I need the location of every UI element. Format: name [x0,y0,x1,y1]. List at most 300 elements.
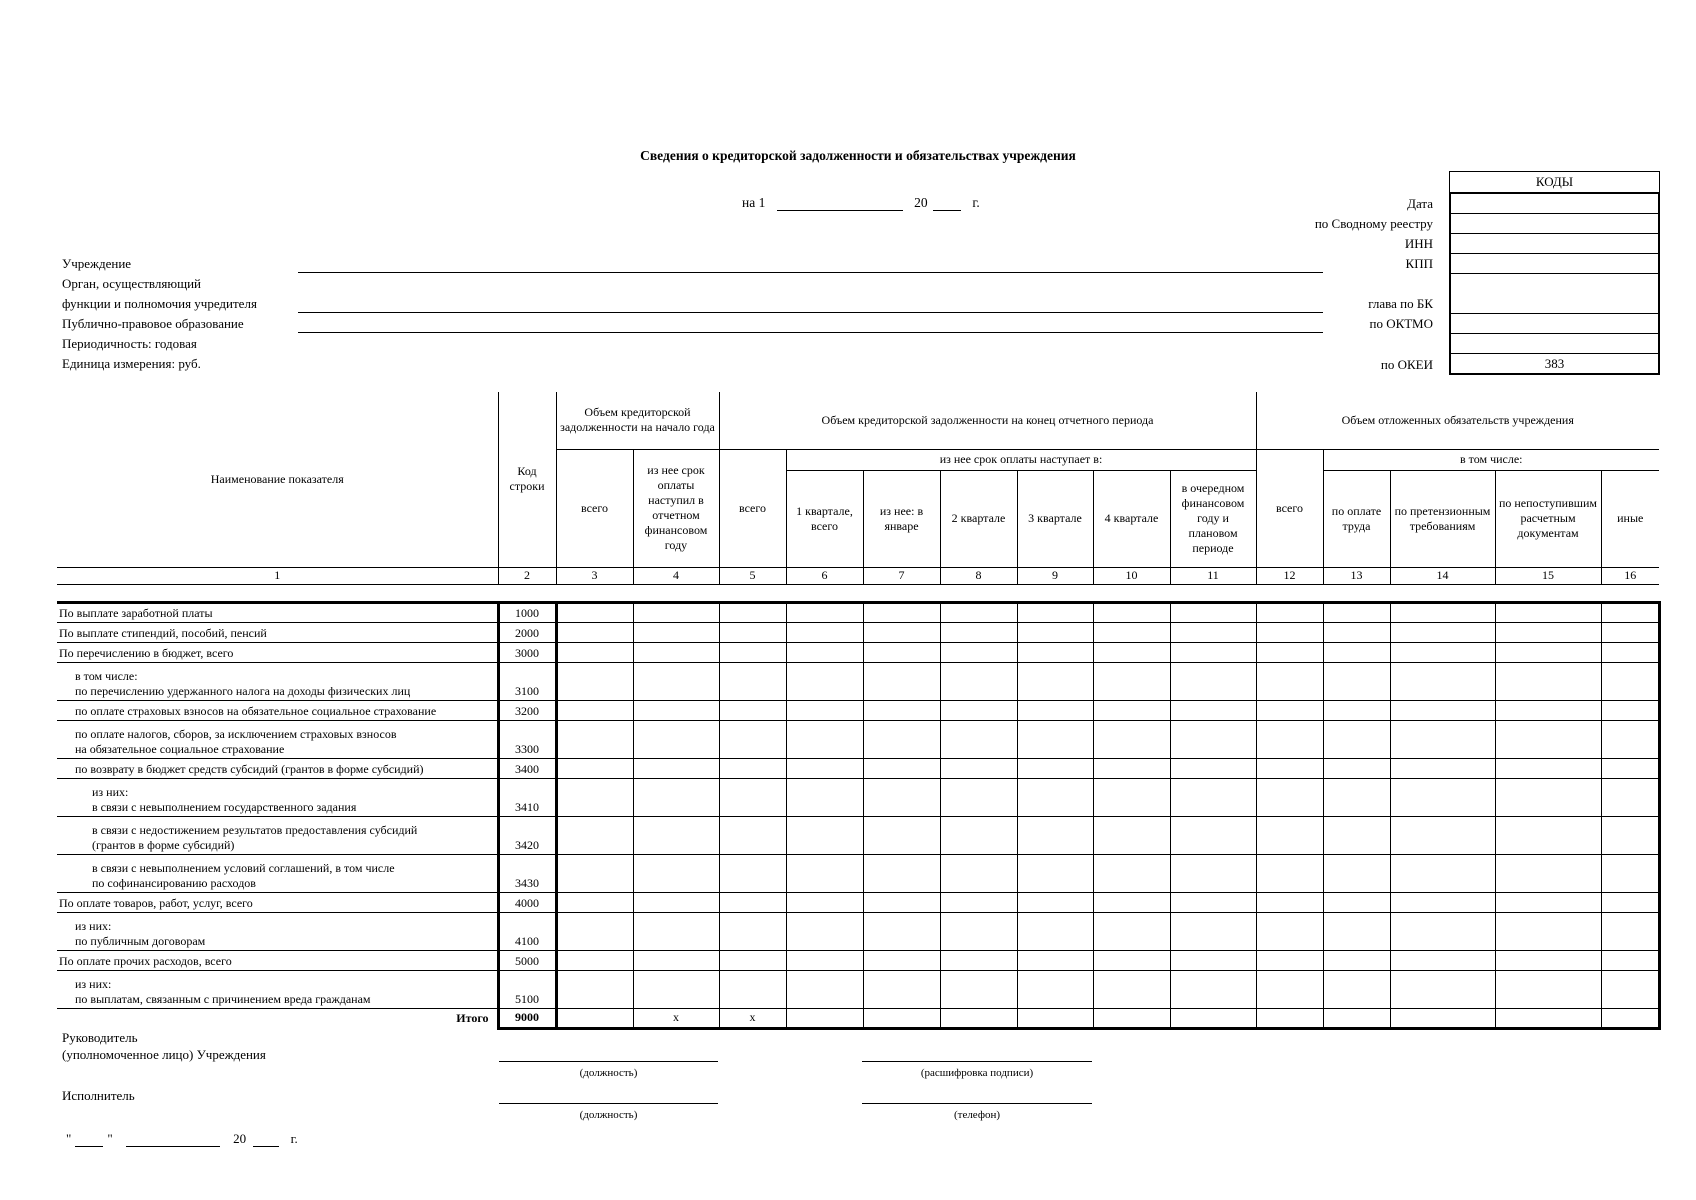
value-cell-col-12[interactable] [1256,642,1323,662]
total-cell-col-3[interactable] [556,1008,633,1028]
spacer-row [57,584,1659,602]
value-cell-col-11[interactable] [1170,778,1256,816]
value-cell-col-15[interactable] [1495,662,1601,700]
code-registry-cell[interactable] [1451,214,1658,234]
col-code-header: Код строки [498,392,556,567]
value-cell-col-3[interactable] [556,720,633,758]
value-cell-col-16[interactable] [1601,642,1659,662]
row-code: 2000 [498,622,556,642]
value-cell-col-10[interactable] [1093,970,1170,1008]
value-cell-col-14[interactable] [1390,700,1495,720]
value-cell-col-9[interactable] [1017,778,1093,816]
value-cell-col-16[interactable] [1601,816,1659,854]
signature-year-field[interactable] [253,1133,279,1147]
value-cell-col-15[interactable] [1495,720,1601,758]
value-cell-col-10[interactable] [1093,622,1170,642]
col-6-header: 1 квартале, всего [786,470,863,567]
code-bk-cell[interactable] [1451,274,1658,314]
incl-subheader: в том числе: [1323,449,1659,470]
value-cell-col-13[interactable] [1323,720,1390,758]
value-cell-col-5[interactable] [719,662,786,700]
value-cell-col-9[interactable] [1017,642,1093,662]
value-cell-col-6[interactable] [786,778,863,816]
value-cell-col-15[interactable] [1495,700,1601,720]
value-cell-col-6[interactable] [786,912,863,950]
row-name: По оплате товаров, работ, услуг, всего [57,892,498,912]
total-code: 9000 [498,1008,556,1028]
value-cell-col-6[interactable] [786,622,863,642]
value-cell-col-7[interactable] [863,854,940,892]
codes-block [1449,171,1660,375]
value-cell-col-3[interactable] [556,778,633,816]
value-cell-col-13[interactable] [1323,778,1390,816]
value-cell-col-11[interactable] [1170,816,1256,854]
value-cell-col-14[interactable] [1390,720,1495,758]
value-cell-col-9[interactable] [1017,816,1093,854]
value-cell-col-15[interactable] [1495,758,1601,778]
value-cell-col-8[interactable] [940,950,1017,970]
value-cell-col-13[interactable] [1323,622,1390,642]
value-cell-col-10[interactable] [1093,950,1170,970]
col-5-header: всего [719,449,786,567]
value-cell-col-16[interactable] [1601,602,1659,622]
value-cell-col-4[interactable] [633,758,719,778]
payables-table [57,392,1661,1030]
value-cell-col-5[interactable] [719,778,786,816]
value-cell-col-8[interactable] [940,622,1017,642]
value-cell-col-11[interactable] [1170,662,1256,700]
value-cell-col-4[interactable] [633,720,719,758]
value-cell-col-14[interactable] [1390,950,1495,970]
row-code: 1000 [498,602,556,622]
value-cell-col-14[interactable] [1390,642,1495,662]
organ-field[interactable] [298,312,1323,313]
value-cell-col-12[interactable] [1256,854,1323,892]
value-cell-col-14[interactable] [1390,622,1495,642]
value-cell-col-6[interactable] [786,758,863,778]
value-cell-col-3[interactable] [556,892,633,912]
value-cell-col-16[interactable] [1601,970,1659,1008]
value-cell-col-10[interactable] [1093,854,1170,892]
value-cell-col-6[interactable] [786,854,863,892]
value-cell-col-16[interactable] [1601,700,1659,720]
value-cell-col-15[interactable] [1495,816,1601,854]
value-cell-col-14[interactable] [1390,602,1495,622]
value-cell-col-7[interactable] [863,720,940,758]
value-cell-col-6[interactable] [786,950,863,970]
value-cell-col-10[interactable] [1093,758,1170,778]
value-cell-col-16[interactable] [1601,778,1659,816]
value-cell-col-3[interactable] [556,970,633,1008]
value-cell-col-11[interactable] [1170,602,1256,622]
value-cell-col-3[interactable] [556,642,633,662]
value-cell-col-8[interactable] [940,970,1017,1008]
value-cell-col-4[interactable] [633,700,719,720]
table-row [57,854,1659,892]
head-label-line2: (уполномоченное лицо) Учреждения [62,1047,266,1062]
value-cell-col-5[interactable] [719,892,786,912]
value-cell-col-6[interactable] [786,602,863,622]
value-cell-col-4[interactable] [633,602,719,622]
value-cell-col-11[interactable] [1170,854,1256,892]
column-number-16: 16 [1601,567,1659,584]
value-cell-col-7[interactable] [863,970,940,1008]
value-cell-col-12[interactable] [1256,662,1323,700]
value-cell-col-9[interactable] [1017,970,1093,1008]
value-cell-col-15[interactable] [1495,950,1601,970]
executor-position-field[interactable] [499,1103,718,1104]
value-cell-col-8[interactable] [940,602,1017,622]
total-cell-col-12[interactable] [1256,1008,1323,1028]
column-number-14: 14 [1390,567,1495,584]
value-cell-col-11[interactable] [1170,758,1256,778]
total-cell-col-8[interactable] [940,1008,1017,1028]
value-cell-col-4[interactable] [633,642,719,662]
head-position-caption: (должность) [579,1067,638,1079]
value-cell-col-14[interactable] [1390,758,1495,778]
row-name: по оплате налогов, сборов, за исключением страховых взносов на обязательное социальное страхование [57,720,498,758]
value-cell-col-6[interactable] [786,642,863,662]
row-code: 5100 [498,970,556,1008]
signature-date-suffix: г. [290,1131,298,1146]
value-cell-col-12[interactable] [1256,778,1323,816]
value-cell-col-9[interactable] [1017,912,1093,950]
value-cell-col-3[interactable] [556,758,633,778]
table-row [57,720,1659,758]
value-cell-col-14[interactable] [1390,970,1495,1008]
value-cell-col-9[interactable] [1017,720,1093,758]
column-number-10: 10 [1093,567,1170,584]
value-cell-col-10[interactable] [1093,602,1170,622]
institution-label: Учреждение [62,256,132,271]
value-cell-col-13[interactable] [1323,912,1390,950]
value-cell-col-13[interactable] [1323,816,1390,854]
value-cell-col-4[interactable] [633,912,719,950]
value-cell-col-12[interactable] [1256,912,1323,950]
signature-day-field[interactable] [75,1133,103,1147]
value-cell-col-5[interactable] [719,970,786,1008]
date-open-quote: " [66,1131,72,1146]
col-name-header: Наименование показателя [57,392,498,567]
value-cell-col-5[interactable] [719,720,786,758]
column-number-8: 8 [940,567,1017,584]
row-code: 3300 [498,720,556,758]
value-cell-col-10[interactable] [1093,642,1170,662]
value-cell-col-11[interactable] [1170,950,1256,970]
col-7-header: из нее: в январе [863,470,940,567]
value-cell-col-3[interactable] [556,622,633,642]
value-cell-col-16[interactable] [1601,912,1659,950]
date-prefix: на 1 [742,195,766,210]
group-start-header: Объем кредиторской задолженности на начало года [556,392,719,449]
total-cell-col-15[interactable] [1495,1008,1601,1028]
value-cell-col-9[interactable] [1017,854,1093,892]
column-number-13: 13 [1323,567,1390,584]
organ-label-line2: функции и полномочия учредителя [62,296,257,311]
value-cell-col-9[interactable] [1017,700,1093,720]
value-cell-col-4[interactable] [633,970,719,1008]
code-label-oktmo: по ОКТМО [1369,316,1433,331]
value-cell-col-4[interactable] [633,816,719,854]
value-cell-col-5[interactable] [719,912,786,950]
value-cell-col-8[interactable] [940,720,1017,758]
value-cell-col-7[interactable] [863,700,940,720]
row-name: по оплате страховых взносов на обязательное социальное страхование [57,700,498,720]
value-cell-col-11[interactable] [1170,642,1256,662]
column-number-4: 4 [633,567,719,584]
value-cell-col-16[interactable] [1601,720,1659,758]
signature-month-field[interactable] [126,1133,220,1147]
value-cell-col-9[interactable] [1017,602,1093,622]
code-label-okei: по ОКЕИ [1380,357,1433,372]
value-cell-col-8[interactable] [940,662,1017,700]
value-cell-col-15[interactable] [1495,912,1601,950]
value-cell-col-7[interactable] [863,950,940,970]
value-cell-col-15[interactable] [1495,642,1601,662]
value-cell-col-9[interactable] [1017,758,1093,778]
value-cell-col-4[interactable] [633,778,719,816]
value-cell-col-7[interactable] [863,602,940,622]
value-cell-col-9[interactable] [1017,892,1093,912]
institution-field[interactable] [298,272,1323,273]
value-cell-col-5[interactable] [719,642,786,662]
row-code: 4000 [498,892,556,912]
value-cell-col-14[interactable] [1390,854,1495,892]
total-cell-col-9[interactable] [1017,1008,1093,1028]
total-cell-col-11[interactable] [1170,1008,1256,1028]
value-cell-col-6[interactable] [786,700,863,720]
row-name: по возврату в бюджет средств субсидий (грантов в форме субсидий) [57,758,498,778]
value-cell-col-9[interactable] [1017,662,1093,700]
value-cell-col-15[interactable] [1495,854,1601,892]
value-cell-col-11[interactable] [1170,700,1256,720]
executor-phone-field[interactable] [862,1103,1092,1104]
value-cell-col-10[interactable] [1093,720,1170,758]
row-code: 3100 [498,662,556,700]
column-number-7: 7 [863,567,940,584]
total-row [57,1008,1659,1028]
row-code: 3400 [498,758,556,778]
value-cell-col-16[interactable] [1601,892,1659,912]
value-cell-col-5[interactable] [719,758,786,778]
page-title: Сведения о кредиторской задолженности и обязательствах учреждения [640,148,1076,163]
value-cell-col-12[interactable] [1256,758,1323,778]
value-cell-col-7[interactable] [863,662,940,700]
value-cell-col-10[interactable] [1093,912,1170,950]
value-cell-col-8[interactable] [940,642,1017,662]
value-cell-col-12[interactable] [1256,622,1323,642]
value-cell-col-12[interactable] [1256,950,1323,970]
signature-year-prefix: 20 [233,1131,247,1146]
code-label-date: Дата [1407,196,1433,211]
value-cell-col-4[interactable] [633,892,719,912]
code-label-registry: по Сводному реестру [1314,216,1433,231]
value-cell-col-8[interactable] [940,758,1017,778]
public-entity-label: Публично-правовое образование [62,316,244,331]
row-name: По перечислению в бюджет, всего [57,642,498,662]
value-cell-col-5[interactable] [719,854,786,892]
value-cell-col-14[interactable] [1390,778,1495,816]
total-cell-col-6[interactable] [786,1008,863,1028]
value-cell-col-5[interactable] [719,622,786,642]
value-cell-col-13[interactable] [1323,700,1390,720]
table-row [57,602,1659,622]
value-cell-col-11[interactable] [1170,622,1256,642]
value-cell-col-14[interactable] [1390,662,1495,700]
table-row [57,950,1659,970]
row-code: 3410 [498,778,556,816]
head-position-field[interactable] [499,1061,718,1062]
value-cell-col-15[interactable] [1495,602,1601,622]
code-oktmo-cell[interactable] [1451,314,1658,334]
value-cell-col-3[interactable] [556,662,633,700]
value-cell-col-9[interactable] [1017,622,1093,642]
code-label-bk: глава по БК [1368,296,1433,311]
value-cell-col-15[interactable] [1495,892,1601,912]
value-cell-col-8[interactable] [940,816,1017,854]
row-name: в связи с недостижением результатов предоставления субсидий (грантов в форме субсидий) [57,816,498,854]
value-cell-col-11[interactable] [1170,912,1256,950]
value-cell-col-14[interactable] [1390,892,1495,912]
value-cell-col-12[interactable] [1256,892,1323,912]
table-row [57,892,1659,912]
total-cell-col-14[interactable] [1390,1008,1495,1028]
code-okei-cell: 383 [1544,356,1565,371]
value-cell-col-12[interactable] [1256,720,1323,758]
value-cell-col-16[interactable] [1601,622,1659,642]
value-cell-col-7[interactable] [863,622,940,642]
date-year-field[interactable] [933,196,961,211]
value-cell-col-7[interactable] [863,892,940,912]
value-cell-col-11[interactable] [1170,720,1256,758]
column-number-row [57,567,1659,584]
table-row [57,758,1659,778]
value-cell-col-6[interactable] [786,720,863,758]
value-cell-col-12[interactable] [1256,700,1323,720]
column-number-12: 12 [1256,567,1323,584]
value-cell-col-5[interactable] [719,816,786,854]
value-cell-col-8[interactable] [940,854,1017,892]
total-cell-col-10[interactable] [1093,1008,1170,1028]
value-cell-col-10[interactable] [1093,778,1170,816]
value-cell-col-7[interactable] [863,816,940,854]
value-cell-col-14[interactable] [1390,816,1495,854]
value-cell-col-3[interactable] [556,602,633,622]
total-cell-col-13[interactable] [1323,1008,1390,1028]
value-cell-col-12[interactable] [1256,816,1323,854]
value-cell-col-15[interactable] [1495,970,1601,1008]
value-cell-col-11[interactable] [1170,970,1256,1008]
value-cell-col-8[interactable] [940,700,1017,720]
value-cell-col-6[interactable] [786,662,863,700]
value-cell-col-16[interactable] [1601,854,1659,892]
total-cell-col-7[interactable] [863,1008,940,1028]
periodicity-label: Периодичность: годовая [62,336,197,351]
value-cell-col-16[interactable] [1601,950,1659,970]
column-number-9: 9 [1017,567,1093,584]
value-cell-col-13[interactable] [1323,950,1390,970]
value-cell-col-7[interactable] [863,912,940,950]
value-cell-col-10[interactable] [1093,892,1170,912]
value-cell-col-13[interactable] [1323,970,1390,1008]
value-cell-col-6[interactable] [786,892,863,912]
code-blank-cell[interactable] [1451,334,1658,354]
value-cell-col-13[interactable] [1323,642,1390,662]
value-cell-col-3[interactable] [556,950,633,970]
value-cell-col-10[interactable] [1093,816,1170,854]
row-name: По выплате стипендий, пособий, пенсий [57,622,498,642]
value-cell-col-3[interactable] [556,816,633,854]
total-cell-col-16[interactable] [1601,1008,1659,1028]
value-cell-col-16[interactable] [1601,662,1659,700]
code-inn-cell[interactable] [1451,234,1658,254]
date-day-month-field[interactable] [777,196,903,211]
group-deferred-header: Объем отложенных обязательств учреждения [1256,392,1659,449]
value-cell-col-3[interactable] [556,700,633,720]
value-cell-col-5[interactable] [719,950,786,970]
value-cell-col-13[interactable] [1323,892,1390,912]
value-cell-col-3[interactable] [556,912,633,950]
code-date-cell[interactable] [1451,194,1658,214]
value-cell-col-12[interactable] [1256,970,1323,1008]
value-cell-col-14[interactable] [1390,912,1495,950]
value-cell-col-13[interactable] [1323,758,1390,778]
value-cell-col-12[interactable] [1256,602,1323,622]
value-cell-col-7[interactable] [863,778,940,816]
value-cell-col-15[interactable] [1495,778,1601,816]
value-cell-col-6[interactable] [786,816,863,854]
col-16-header: иные [1601,470,1659,567]
table-header-row-1 [57,392,1659,449]
value-cell-col-4[interactable] [633,950,719,970]
value-cell-col-16[interactable] [1601,758,1659,778]
value-cell-col-10[interactable] [1093,662,1170,700]
column-number-15: 15 [1495,567,1601,584]
value-cell-col-6[interactable] [786,970,863,1008]
table-row [57,662,1659,700]
value-cell-col-4[interactable] [633,622,719,642]
value-cell-col-3[interactable] [556,854,633,892]
value-cell-col-13[interactable] [1323,602,1390,622]
value-cell-col-11[interactable] [1170,892,1256,912]
value-cell-col-15[interactable] [1495,622,1601,642]
value-cell-col-4[interactable] [633,662,719,700]
value-cell-col-8[interactable] [940,912,1017,950]
table-row [57,970,1659,1008]
head-signature-caption: (расшифровка подписи) [920,1067,1034,1079]
value-cell-col-5[interactable] [719,700,786,720]
code-kpp-cell[interactable] [1451,254,1658,274]
codes-header: КОДЫ [1449,171,1660,192]
public-entity-field[interactable] [298,332,1323,333]
value-cell-col-8[interactable] [940,892,1017,912]
value-cell-col-8[interactable] [940,778,1017,816]
value-cell-col-13[interactable] [1323,854,1390,892]
value-cell-col-10[interactable] [1093,700,1170,720]
table-row [57,778,1659,816]
head-signature-field[interactable] [862,1061,1092,1062]
value-cell-col-7[interactable] [863,758,940,778]
column-number-11: 11 [1170,567,1256,584]
column-number-6: 6 [786,567,863,584]
value-cell-col-13[interactable] [1323,662,1390,700]
value-cell-col-4[interactable] [633,854,719,892]
value-cell-col-7[interactable] [863,642,940,662]
value-cell-col-9[interactable] [1017,950,1093,970]
value-cell-col-5[interactable] [719,602,786,622]
col-10-header: 4 квартале [1093,470,1170,567]
code-label-kpp: КПП [1405,256,1433,271]
